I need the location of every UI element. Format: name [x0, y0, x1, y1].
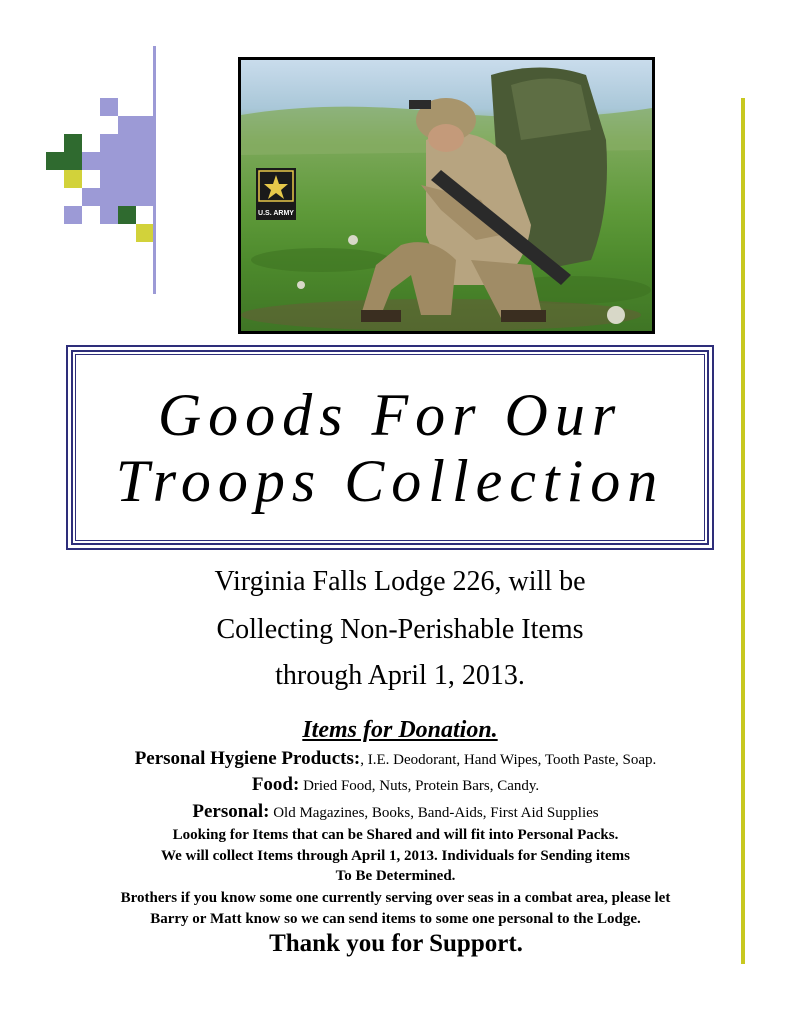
soldier-photo: [238, 57, 655, 334]
personal-label: Personal:: [192, 801, 270, 822]
food-items: Dried Food, Nuts, Protein Bars, Candy.: [299, 778, 540, 794]
title-line-2: Troops Collection: [115, 447, 665, 514]
thanks-line: Thank you for Support.: [269, 930, 523, 957]
intro-line-1: Virginia Falls Lodge 226, will be: [214, 566, 586, 597]
hygiene-items: , I.E. Deodorant, Hand Wipes, Tooth Paste, Soap.: [360, 752, 657, 768]
hygiene-label: Personal Hygiene Products:: [134, 748, 361, 769]
personal-items: Old Magazines, Books, Band-Aids, First Aid Supplies: [269, 805, 599, 821]
army-badge-text: U.S. ARMY: [258, 210, 294, 217]
left-accent-line: [153, 46, 156, 294]
donation-heading: Items for Donation.: [302, 717, 498, 743]
title-line-1: Goods For Our: [157, 381, 623, 448]
note-line-2: We will collect Items through April 1, 2013. Individuals for Sending items: [160, 848, 631, 864]
hygiene-line: [40, 750, 751, 769]
note-line-1: Looking for Items that can be Shared and will fit into Personal Packs.: [172, 827, 619, 843]
intro-line-2: Collecting Non-Perishable Items: [216, 614, 584, 645]
note-line-5: Barry or Matt know so we can send items to some one personal to the Lodge.: [150, 911, 641, 927]
intro-line-3: through April 1, 2013.: [275, 660, 525, 691]
food-label: Food:: [251, 774, 300, 795]
food-line: [40, 776, 751, 795]
title-frame: [66, 345, 714, 550]
soldier-illustration: [241, 60, 652, 331]
personal-line: [40, 803, 751, 822]
note-line-4: Brothers if you know some one currently serving over seas in a combat area, please let: [120, 890, 671, 906]
note-line-3: To Be Determined.: [335, 868, 456, 884]
